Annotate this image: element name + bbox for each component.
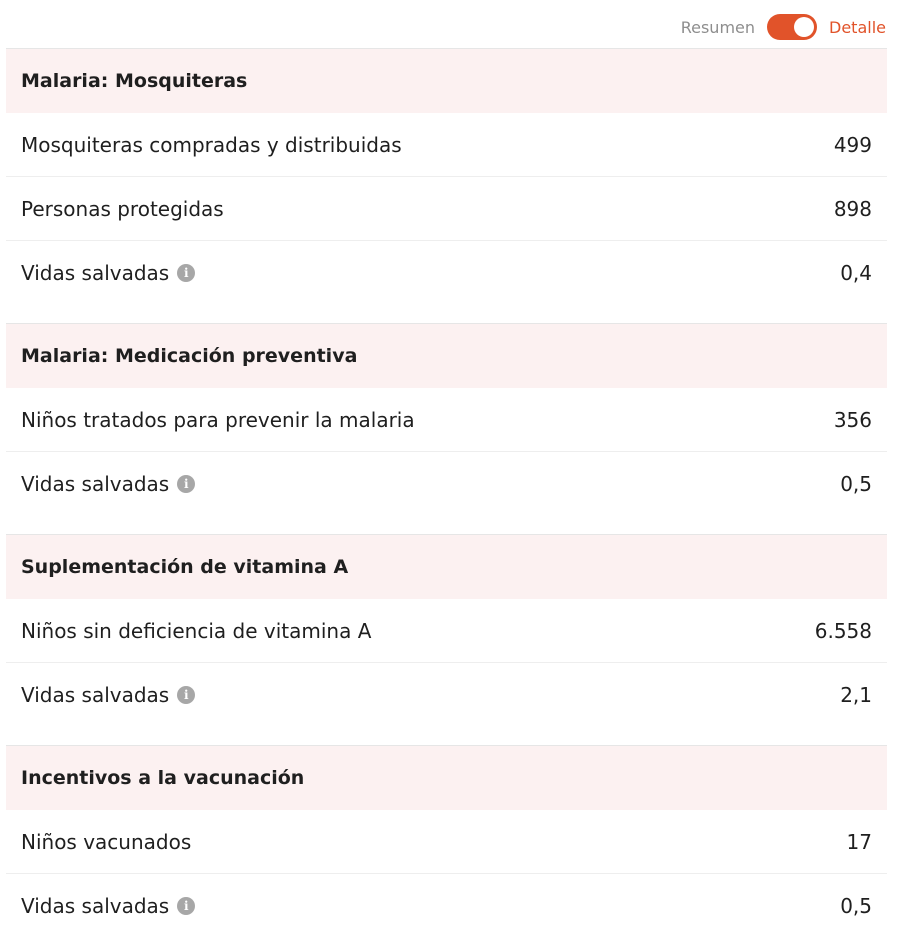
section-title: Incentivos a la vacunación	[6, 746, 887, 810]
row-label	[21, 830, 191, 854]
row-value: 0,4	[840, 261, 872, 285]
row-label-text: Vidas salvadas	[21, 894, 170, 918]
section-title: Malaria: Medicación preventiva	[6, 324, 887, 388]
row-label-text: Niños tratados para prevenir la malaria	[21, 407, 415, 432]
row-value: 2,1	[840, 683, 872, 707]
switch-knob	[794, 17, 814, 37]
row-label	[21, 894, 195, 918]
info-icon[interactable]: i	[177, 475, 195, 493]
row-value: 0,5	[840, 472, 872, 496]
table-row	[6, 663, 887, 727]
table-row	[6, 874, 887, 938]
row-label	[21, 261, 195, 285]
row-label-text: Vidas salvadas	[21, 683, 170, 707]
row-label	[21, 133, 402, 157]
row-label-text: Mosquiteras compradas y distribuidas	[21, 132, 402, 157]
section-medicacion	[6, 323, 887, 516]
row-label-text: Niños vacunados	[21, 829, 192, 854]
info-icon[interactable]: i	[177, 264, 195, 282]
row-label-text: Personas protegidas	[21, 196, 224, 221]
table-row	[6, 241, 887, 305]
section-vacunacion	[6, 745, 887, 938]
row-value: 356	[833, 407, 872, 432]
row-label	[21, 197, 224, 221]
row-label	[21, 408, 415, 432]
row-value: 898	[833, 196, 872, 221]
impact-table	[6, 48, 887, 938]
table-row	[6, 599, 887, 663]
row-value: 6.558	[814, 618, 872, 643]
view-switch[interactable]	[767, 14, 817, 40]
row-label-text: Vidas salvadas	[21, 261, 170, 285]
section-title: Malaria: Mosquiteras	[6, 49, 887, 113]
row-value: 17	[846, 829, 872, 854]
row-label-text: Vidas salvadas	[21, 472, 170, 496]
row-label-text: Niños sin deficiencia de vitamina A	[21, 618, 372, 643]
row-value: 0,5	[840, 894, 872, 918]
table-row	[6, 113, 887, 177]
row-label	[21, 619, 371, 643]
section-title: Suplementación de vitamina A	[6, 535, 887, 599]
section-vitamina-a	[6, 534, 887, 727]
table-row	[6, 452, 887, 516]
row-label	[21, 472, 195, 496]
table-row	[6, 388, 887, 452]
section-mosquiteras	[6, 48, 887, 305]
toggle-label-resumen[interactable]: Resumen	[680, 17, 756, 37]
toggle-label-detalle[interactable]: Detalle	[829, 17, 886, 37]
table-row	[6, 810, 887, 874]
info-icon[interactable]: i	[177, 897, 195, 915]
info-icon[interactable]: i	[177, 686, 195, 704]
row-label	[21, 683, 195, 707]
row-value: 499	[833, 132, 872, 157]
view-toggle	[681, 12, 886, 42]
table-row	[6, 177, 887, 241]
